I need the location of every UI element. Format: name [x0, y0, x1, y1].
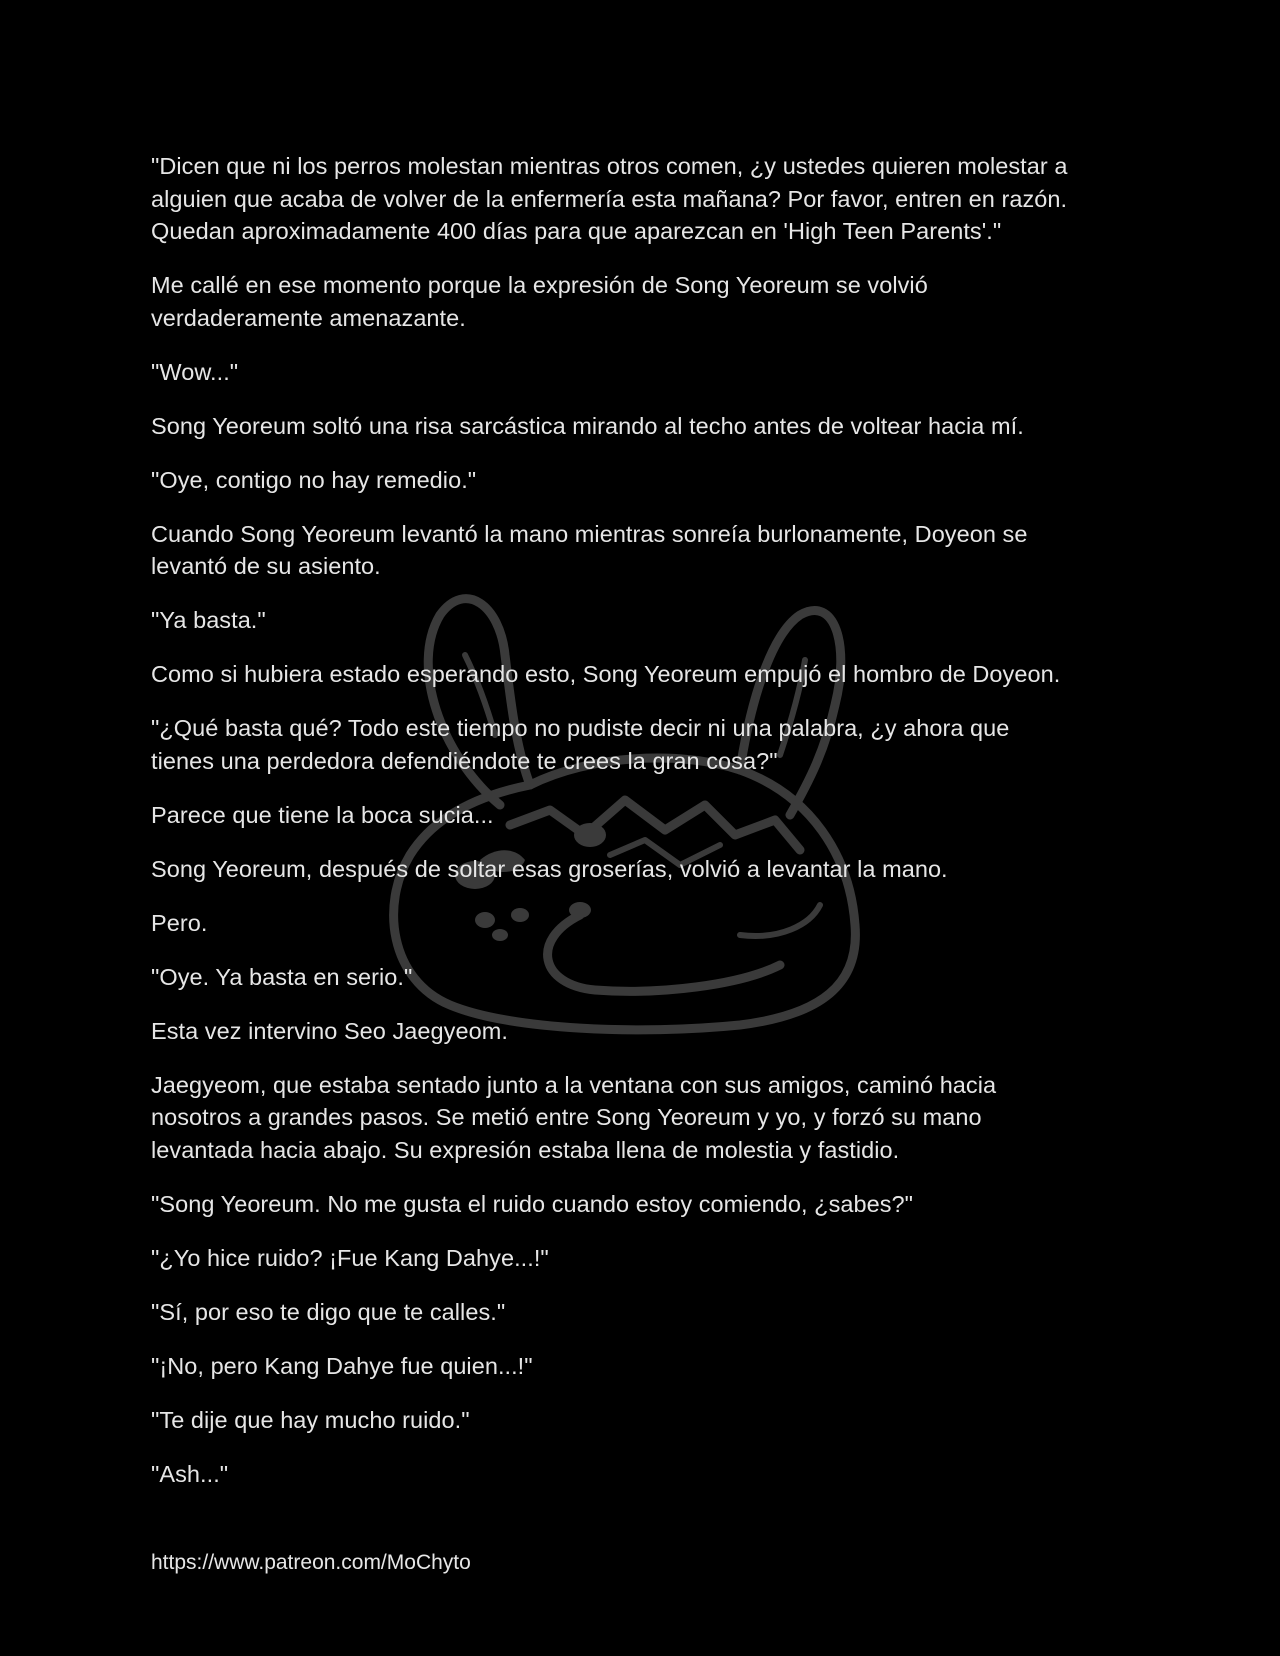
- paragraph: Pero.: [151, 909, 208, 936]
- paragraph: "Te dije que hay mucho ruido.": [151, 1406, 470, 1433]
- paragraph: Jaegyeom, que estaba sentado junto a la ventana con sus amigos, caminó hacia nosotros a grandes pasos. Se metió entre Song Yeoreum y yo, y forzó su mano levantada hacia abajo. Su expresión estaba llena de molestia y fastidio.: [151, 1071, 997, 1163]
- paragraph: "Oye, contigo no hay remedio.": [151, 466, 477, 493]
- paragraph: "¿Yo hice ruido? ¡Fue Kang Dahye...!": [151, 1244, 549, 1271]
- chapter-text: [151, 150, 1141, 1512]
- paragraph: "Wow...": [151, 358, 239, 385]
- paragraph: Me callé en ese momento porque la expresión de Song Yeoreum se volvió verdaderamente amenazante.: [151, 272, 928, 331]
- paragraph: Cuando Song Yeoreum levantó la mano mientras sonreía burlonamente, Doyeon se levantó de su asiento.: [151, 520, 1028, 579]
- paragraph: Como si hubiera estado esperando esto, Song Yeoreum empujó el hombro de Doyeon.: [151, 661, 1061, 687]
- paragraph: "Oye. Ya basta en serio.": [151, 963, 413, 990]
- paragraph: Parece que tiene la boca sucia...: [151, 801, 494, 828]
- paragraph: "Ash...": [151, 1460, 229, 1487]
- paragraph: "¿Qué basta qué? Todo este tiempo no pudiste decir ni una palabra, ¿y ahora que tienes una perdedora defendiéndote te crees la gran cosa?": [151, 715, 1010, 774]
- patreon-link[interactable]: https://www.patreon.com/MoChyto: [151, 1551, 471, 1574]
- paragraph: Song Yeoreum, después de soltar esas groserías, volvió a levantar la mano.: [151, 855, 948, 882]
- paragraph: "¡No, pero Kang Dahye fue quien...!": [151, 1352, 533, 1379]
- paragraph: Esta vez intervino Seo Jaegyeom.: [151, 1017, 508, 1044]
- paragraph: Song Yeoreum soltó una risa sarcástica mirando al techo antes de voltear hacia mí.: [151, 412, 1024, 439]
- paragraph: "Sí, por eso te digo que te calles.": [151, 1298, 506, 1325]
- paragraph: "Dicen que ni los perros molestan mientras otros comen, ¿y ustedes quieren molestar a alguien que acaba de volver de la enfermería esta mañana? Por favor, entren en razón. Quedan aproximadamente 400 días para que aparezcan en 'High Teen Parents'.": [151, 153, 1068, 244]
- paragraph: "Song Yeoreum. No me gusta el ruido cuando estoy comiendo, ¿sabes?": [151, 1190, 914, 1217]
- paragraph: "Ya basta.": [151, 607, 266, 633]
